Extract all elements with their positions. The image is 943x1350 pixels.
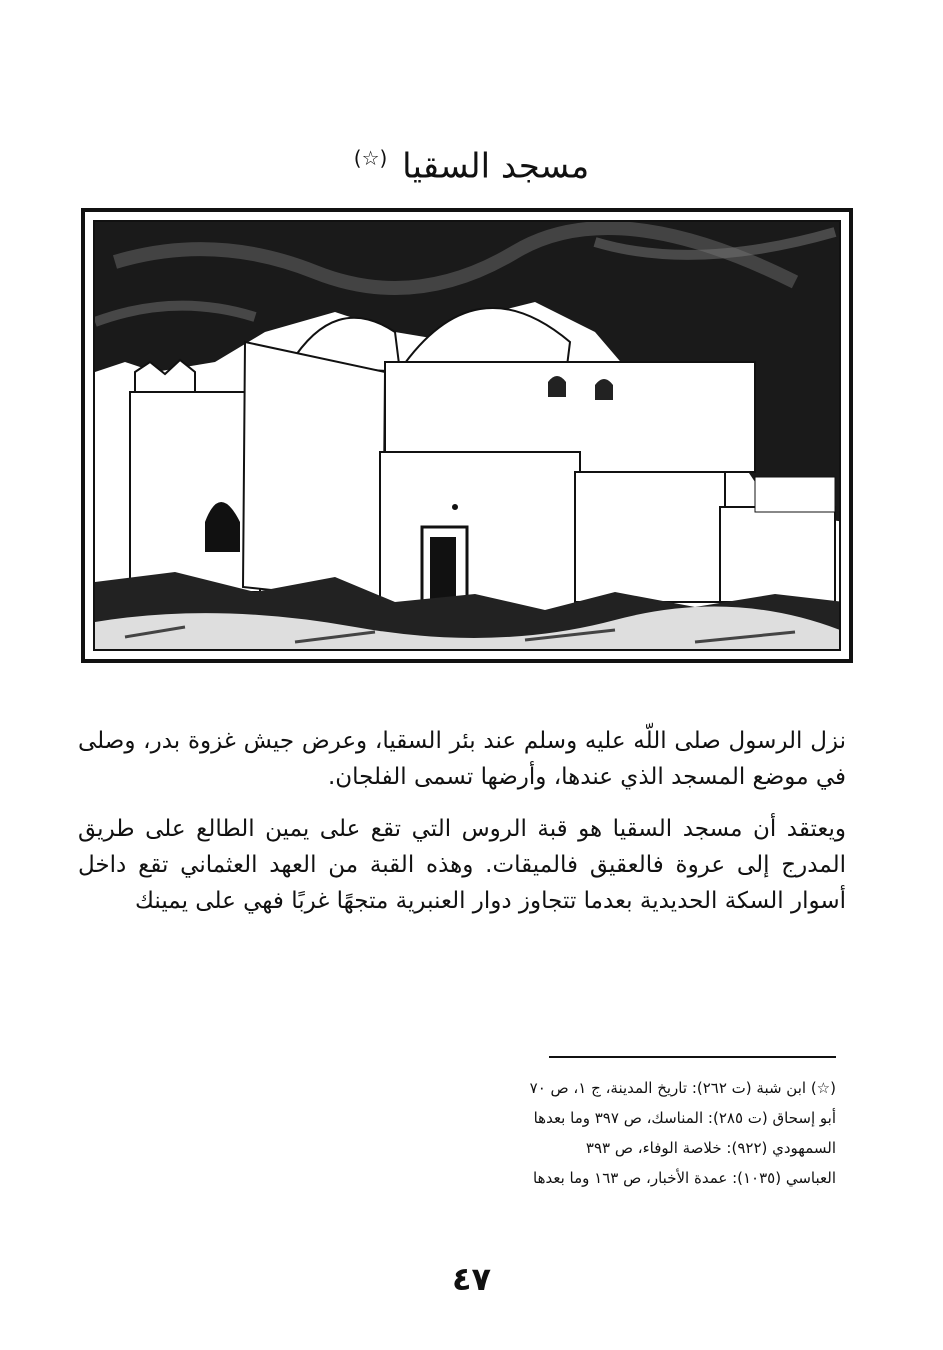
body-text [78, 723, 846, 919]
footnote-line: العباسي (١٠٣٥): عمدة الأخبار، ص ١٦٣ وما بعدها [533, 1169, 836, 1187]
footnote-divider [549, 1056, 836, 1058]
paragraph-2: ويعتقد أن مسجد السقيا هو قبة الروس التي تقع على يمين الطالع على طريق المدرج إلى عروة فالعقيق فالميقات. وهذه القبة من العهد العثماني تقع داخل أسوار السكة الحديدية بعدما تتجاوز دوار العنبرية متجهًا غربًا فهي على يمينك [78, 816, 846, 914]
mosque-photo-icon [95, 222, 841, 651]
page-number: ٤٧ [451, 1260, 492, 1298]
title-footnote-mark: (☆) [353, 146, 388, 170]
footnotes [430, 1073, 836, 1193]
page-title-text: مسجد السقيا [402, 146, 590, 187]
footnote-line: السمهودي (٩٢٢): خلاصة الوفاء، ص ٣٩٣ [585, 1139, 836, 1157]
footnote-line: أبو إسحاق (ت ٢٨٥): المناسك، ص ٣٩٧ وما بعدها [533, 1109, 836, 1127]
mosque-photo-frame [93, 220, 841, 651]
page-title [0, 128, 943, 196]
paragraph-1: نزل الرسول صلى اللّه عليه وسلم عند بئر السقيا، وعرض جيش غزوة بدر، وصلى في موضع المسجد الذي عندها، وأرضها تسمى الفلجان. [78, 728, 846, 790]
footnote-line: (☆) ابن شبة (ت ٢٦٢): تاريخ المدينة، ج ١، ص ٧٠ [529, 1079, 836, 1097]
mosque-photo [81, 208, 853, 663]
